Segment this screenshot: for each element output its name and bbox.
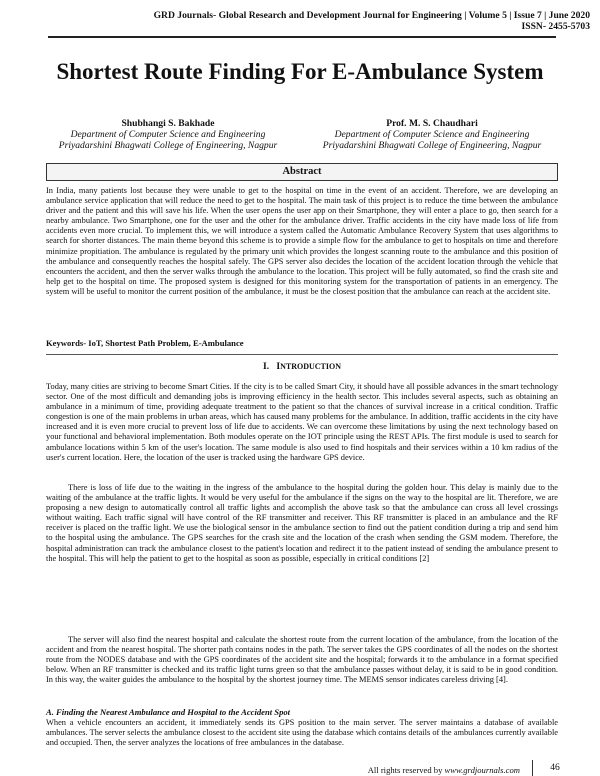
header-divider bbox=[48, 36, 556, 38]
issn-label: ISSN- 2455-5703 bbox=[521, 21, 590, 32]
author-name: Prof. M. S. Chaudhari bbox=[386, 118, 478, 129]
journal-header: GRD Journals- Global Research and Development Journal for Engineering | Volume 5 | Issue 7 | June 2020 bbox=[153, 10, 590, 21]
section-heading-introduction bbox=[46, 361, 558, 373]
section-number: I. bbox=[263, 361, 270, 372]
author-name: Shubhangi S. Bakhade bbox=[121, 118, 215, 129]
author-institution: Priyadarshini Bhagwati College of Engineering, Nagpur bbox=[322, 140, 542, 151]
author-block-1 bbox=[38, 118, 298, 151]
author-department: Department of Computer Science and Engineering bbox=[70, 129, 266, 140]
author-block-2 bbox=[302, 118, 562, 151]
intro-paragraph-2: There is loss of life due to the waiting in the ingress of the ambulance to the hospital during the golden hour. This delay is mainly due to the waiting of the ambulance at the traffic lights. It would be very useful for the ambulance if the signs on the way to the hospital are lit. Therefore, we are proposing a new design to automatically control all traffic lights and accomplish the above task so that the ambulance can cross all level crossings without waiting. Each traffic signal will have control of the RF transmitter and receiver. This RF transmitter is placed in an ambulance and the RF receiver is placed on the traffic light. We use the biological sensor in the ambulance section to find out the patient condition during a trip and send him to the hospital using the ambulance. The GPS searches for the crash site and the location of the crash when sending the GSM modem. Therefore, the hospital administration can track the ambulance closest to the patient's location and redirect it to the patient instead of sending the ambulance present to the hospital. This will help the patient to get to the hospital as soon as possible, especially in critical conditions [2] bbox=[46, 483, 558, 563]
footer-rights bbox=[300, 765, 520, 775]
keywords: Keywords- IoT, Shortest Path Problem, E-Ambulance bbox=[46, 338, 244, 348]
author-institution: Priyadarshini Bhagwati College of Engineering, Nagpur bbox=[58, 140, 278, 151]
abstract-text: In India, many patients lost because they were unable to get to the hospital on time in the event of an accident. Therefore, we are developing an ambulance service application that will reduce the need to get to the hospital. The main task of this project is to reduce the time between the ambulance driver and the patient and this will save his life. When the user opens the user app on their Smartphone, they will enter a place to go, then search for a nearby ambulance. Two Smartphone, one for the user and the other for the ambulance driver. Traffic accidents in the city have made loss of life from accidents even more crucial. To implement this, we will introduce a system called the Automatic Ambulance Recovery System that uses algorithms to search for shorter distances. The main theme beyond this scheme is to provide a simple flow for the ambulance to get to hospitals on time and therefore minimize propitiation. The ambulance is regulated by the primary unit which provides the longest scanning route to the ambulance and this position of the ambulance and consequently reaches the hospital safely. The GPS server also decides the location of the accident location through the vehicle that encounters the accident, and then the server walks through the ambulance to the location. This project will be fully automated, so find the crash site and help get to the hospital on time. The proposed system is designed for this monitoring system for the transportation of patients in an emergency. The system will be useful to monitor the current position of the ambulance, it must be the closest position that the ambulance can reach at the accident site. bbox=[46, 186, 558, 296]
intro-paragraph-1: Today, many cities are striving to become Smart Cities. If the city is to be called Smart City, it should have all possible advances in the smart technology sector. One of the most difficult and demanding jobs is improving efficiency in the health sector. This includes several aspects, such as obtaining an ambulance in a minimum of time, providing adequate treatment to the patient so that the chances of survival increase in a critical condition. Traffic congestion is one of the main problems in urban areas, which has caused many problems for the ambulance. In addition, traffic accidents in the city have increased and it is even more crucial to prevent loss of life due to accidents. We can overcome these limitations by using the next technology based on your functional and behavioral implementation. Both modules operate on the IOT principle using the REST APIs. The first module is used to search for ambulance locations within 5 km of the user's location. The same module is also used to find hospitals and their services within a 10 km radius of the user's current location. Here, the location of the user is tracked using the hardware GPS device. bbox=[46, 382, 558, 462]
author-department: Department of Computer Science and Engineering bbox=[334, 129, 530, 140]
footer-divider bbox=[532, 760, 533, 776]
section-divider bbox=[46, 354, 558, 355]
intro-paragraph-3: The server will also find the nearest hospital and calculate the shortest route from the current location of the ambulance, from the location of the accident and from the nearest hospital. The shorter path contains nodes in the path. The server takes the GPS coordinates of all the nodes on the shortest route from the NODES database and with the GPS coordinates of the accident site and the hospital; forwards it to the ambulance in a format specified below. When an RF transmitter is checked and its traffic light turns green so that the ambulance passes without delay, it is said to be in good condition. In this way, the waiter guides the ambulance to the hospital by the shortest journey time. The MEMS sensor indicates careless driving [4]. bbox=[46, 635, 558, 685]
abstract-heading: Abstract bbox=[46, 163, 558, 181]
section-title-rest: NTRODUCTION bbox=[280, 362, 341, 371]
subsection-heading: A. Finding the Nearest Ambulance and Hospital to the Accident Spot bbox=[46, 707, 291, 717]
section-title-initial: I bbox=[276, 361, 281, 372]
paper-title: Shortest Route Finding For E-Ambulance System bbox=[56, 59, 544, 84]
subsection-paragraph: When a vehicle encounters an accident, it immediately sends its GPS position to the main server. The server maintains a database of available ambulances. The server selects the ambulance closest to the accident site using the database which contains details of the ambulances currently available and occupied. Then, the server analyzes the locations of free ambulances in the database. bbox=[46, 718, 558, 748]
page-number: 46 bbox=[550, 762, 560, 773]
footer-site-link[interactable]: www.grdjournals.com bbox=[444, 765, 520, 775]
rights-text: All rights reserved by bbox=[367, 765, 445, 775]
